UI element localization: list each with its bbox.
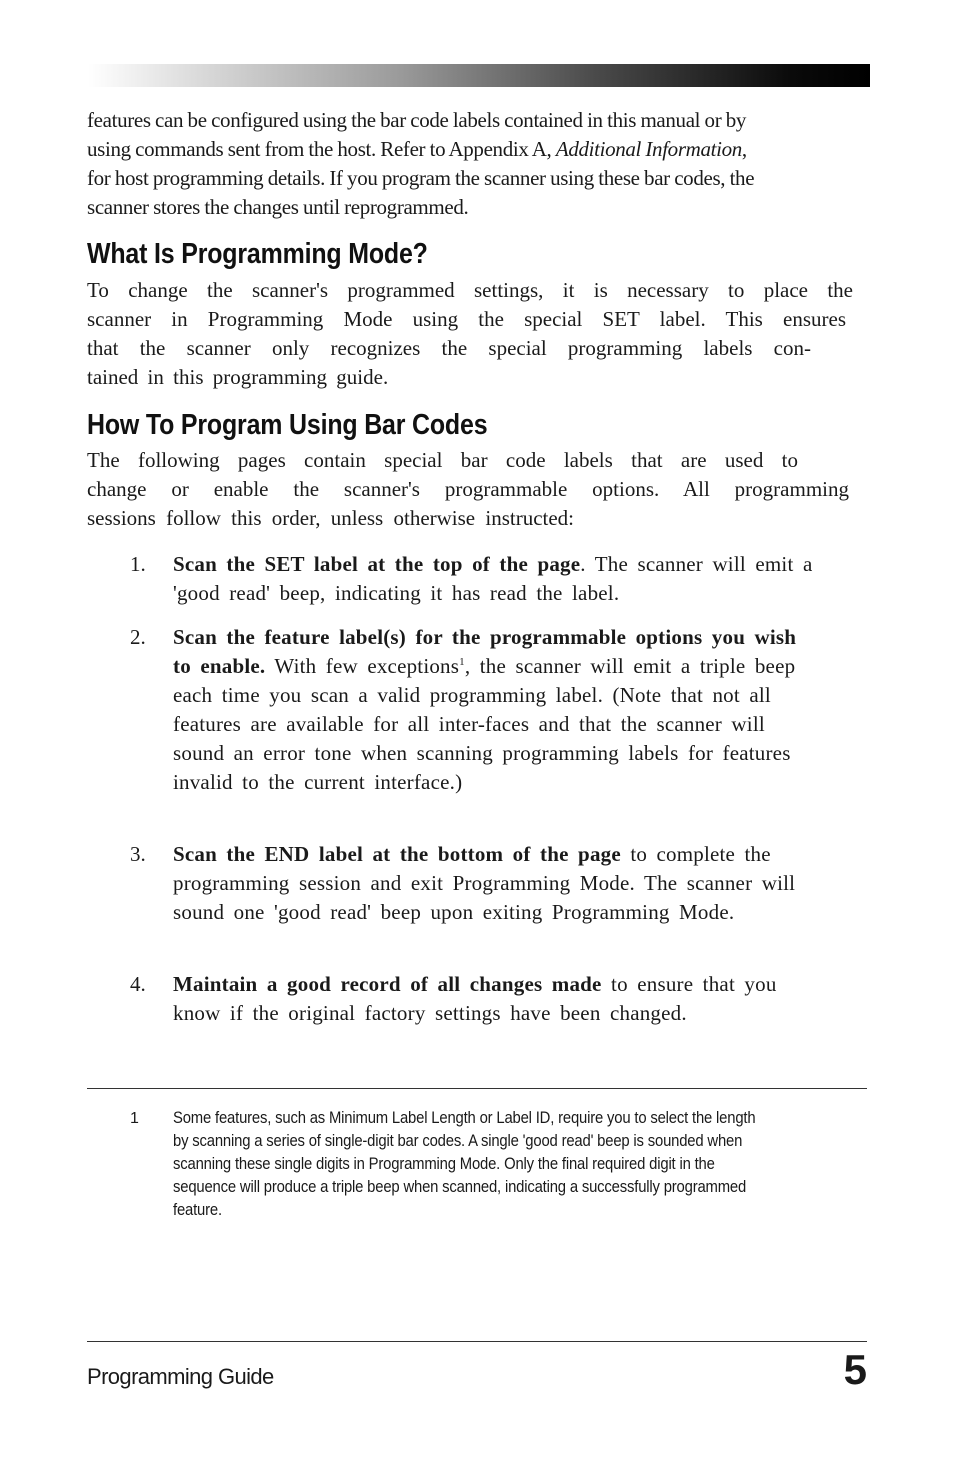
paragraph-line: tained in this programming guide. <box>87 365 389 389</box>
footnote-line: Some features, such as Minimum Label Length or Label ID, require you to select the length <box>173 1109 756 1127</box>
intro-line: scanner stores the changes until reprogrammed. <box>87 195 469 219</box>
step-number: 1. <box>130 552 146 576</box>
footnote-line: sequence will produce a triple beep when scanned, indicating a successfully programmed <box>173 1178 747 1196</box>
header-gradient-bar <box>88 64 870 87</box>
paragraph-line: change or enable the scanner's programmable options. All programming <box>87 477 849 501</box>
footnote-number: 1 <box>130 1110 139 1127</box>
step-text: Scan the END label at the bottom of the page to complete the programming session and exit Programming Mode. The scanner will sound one 'good read' beep upon exiting Programming Mode. <box>173 842 796 924</box>
paragraph-line: that the scanner only recognizes the special programming labels con- <box>87 336 811 360</box>
step-text: Maintain a good record of all changes made to ensure that you know if the original factory settings have been changed. <box>173 972 777 1025</box>
footer-divider <box>87 1341 867 1342</box>
footnote-line: by scanning a series of single-digit bar codes. A single 'good read' beep is sounded when <box>173 1132 743 1150</box>
footer-title: Programming Guide <box>87 1364 274 1389</box>
intro-line: using commands sent from the host. Refer to Appendix A, Additional Information, <box>87 137 747 161</box>
footnote-line: feature. <box>173 1201 222 1219</box>
programming-mode-paragraph <box>87 276 853 392</box>
step-text: Scan the feature label(s) for the programmable options you wish to enable. With few exceptions$^1$, the scanner will emit a triple beep each time you scan a valid programming label. (Note that not all features are available for all inter-faces and that the scanner will sound an error tone when scanning programming labels for features invalid to the current interface.) <box>173 625 797 794</box>
step-instruction: Scan the SET label at the top of the page <box>173 552 581 576</box>
section-heading-bar-codes: How To Program Using Bar Codes <box>87 409 488 441</box>
footnote-text <box>173 1107 803 1222</box>
paragraph-line: To change the scanner's programmed settings, it is necessary to place the <box>87 278 853 302</box>
paragraph-line: scanner in Programming Mode using the special SET label. This ensures <box>87 307 846 331</box>
step-number: 2. <box>130 625 146 649</box>
paragraph-line: The following pages contain special bar code labels that are used to <box>87 448 798 472</box>
footnote-marker: 1 <box>459 656 465 668</box>
page-number: 5 <box>843 1346 867 1393</box>
footnote-line: scanning these single digits in Programming Mode. Only the final required digit in the <box>173 1155 715 1173</box>
footnote-divider <box>87 1088 867 1089</box>
step-instruction: Scan the feature label(s) for the programmable options you wish to enable. <box>173 625 797 678</box>
intro-paragraph <box>87 106 862 222</box>
section-heading-programming-mode: What Is Programming Mode? <box>87 238 428 270</box>
step-instruction: Maintain a good record of all changes made <box>173 972 602 996</box>
appendix-title: Additional Information <box>555 137 742 161</box>
step-number: 4. <box>130 972 146 996</box>
intro-line: features can be configured using the bar code labels contained in this manual or by <box>87 108 747 132</box>
intro-line: for host programming details. If you program the scanner using these bar codes, the <box>87 166 755 190</box>
bar-codes-paragraph <box>87 446 849 533</box>
paragraph-line: sessions follow this order, unless otherwise instructed: <box>87 506 575 530</box>
step-instruction: Scan the END label at the bottom of the page <box>173 842 621 866</box>
step-text: Scan the SET label at the top of the page. The scanner will emit a 'good read' beep, indicating it has read the label. <box>173 552 813 605</box>
step-number: 3. <box>130 842 146 866</box>
